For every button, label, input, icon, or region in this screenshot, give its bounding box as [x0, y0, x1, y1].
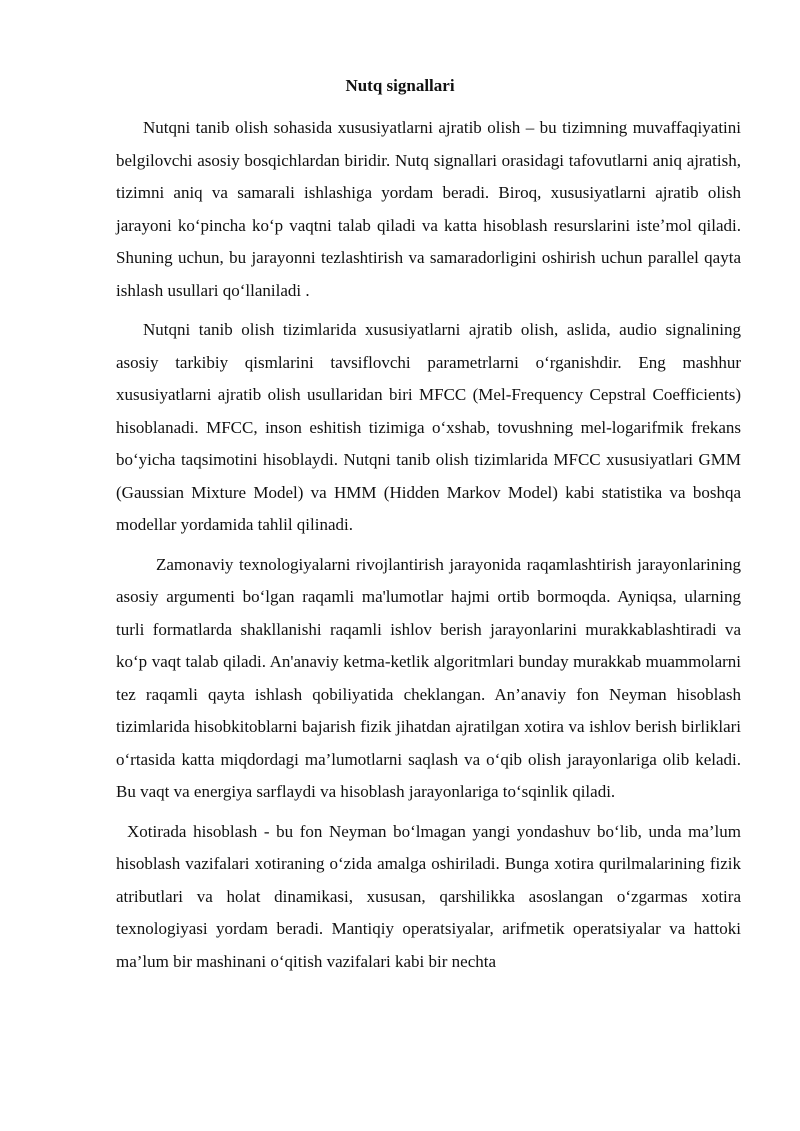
paragraph-mfcc: Nutqni tanib olish tizimlarida xususiyatlarni ajratib olish, aslida, audio signalining asosiy tarkibiy qismlarini tavsiflovchi parametrlarni oʻrganishdir. Eng mashhur xususiyatlarni ajratib olish usullaridan biri MFCC (Mel-Frequency Cepstral Coefficients) hisoblanadi. MFCC, inson eshitish tizimiga oʻxshab, tovushning mel-logarifmik frekans boʻyicha taqsimotini hisoblaydi. Nutqni tanib olish tizimlarida MFCC xususiyatlari GMM (Gaussian Mixture Model) va HMM (Hidden Markov Model) kabi statistika va boshqa modellar yordamida tahlil qilinadi. — [116, 320, 741, 534]
paragraph-in-memory-computing: Xotirada hisoblash - bu fon Neyman boʻlmagan yangi yondashuv boʻlib, unda ma’lum hisoblash vazifalari xotiraning oʻzida amalga oshiriladi. Bunga xotira qurilmalarining fizik atributlari va holat dinamikasi, xususan, qarshilikka asoslangan oʻzgarmas xotira texnologiyasi yordam beradi. Mantiqiy operatsiyalar, arifmetik operatsiyalar va hattoki ma’lum bir mashinani oʻqitish vazifalari kabi bir nechta — [116, 821, 741, 971]
paragraph-digitalization: Zamonaviy texnologiyalarni rivojlantirish jarayonida raqamlashtirish jarayonlarining asosiy argumenti boʻlgan raqamli ma'lumotlar hajmi ortib bormoqda. Ayniqsa, ularning turli formatlarda shakllanishi raqamli ishlov berish jarayonlarini murakkablashtiradi va koʻp vaqt talab qiladi. An'anaviy ketma-ketlik algoritmlari bunday murakkab muammolarni tez raqamli qayta ishlash qobiliyatida cheklangan. An’anaviy fon Neyman hisoblash tizimlarida hisobkitoblarni bajarish fizik jihatdan ajratilgan xotira va ishlov berish birliklari oʻrtasida katta miqdordagi ma’lumotlarni saqlash va oʻqib olish jarayonlariga olib keladi. Bu vaqt va energiya sarflaydi va hisoblash jarayonlariga toʻsqinlik qiladi. — [116, 554, 741, 801]
document-body — [116, 112, 741, 985]
paragraph-feature-extraction: Nutqni tanib olish sohasida xususiyatlarni ajratib olish – bu tizimning muvaffaqiyatini belgilovchi asosiy bosqichlardan biridir. Nutq signallari orasidagi tafovutlarni aniq ajratish, tizimni aniq va samarali ishlashiga yordam beradi. Biroq, xususiyatlarni ajratib olish jarayoni koʻpincha koʻp vaqtni talab qiladi va katta hisoblash resurslarini isteʼmol qiladi. Shuning uchun, bu jarayonni tezlashtirish va samaradorligini oshirish uchun parallel qayta ishlash usullari qoʻllaniladi . — [116, 118, 741, 300]
page-title: Nutq signallari — [345, 76, 455, 95]
